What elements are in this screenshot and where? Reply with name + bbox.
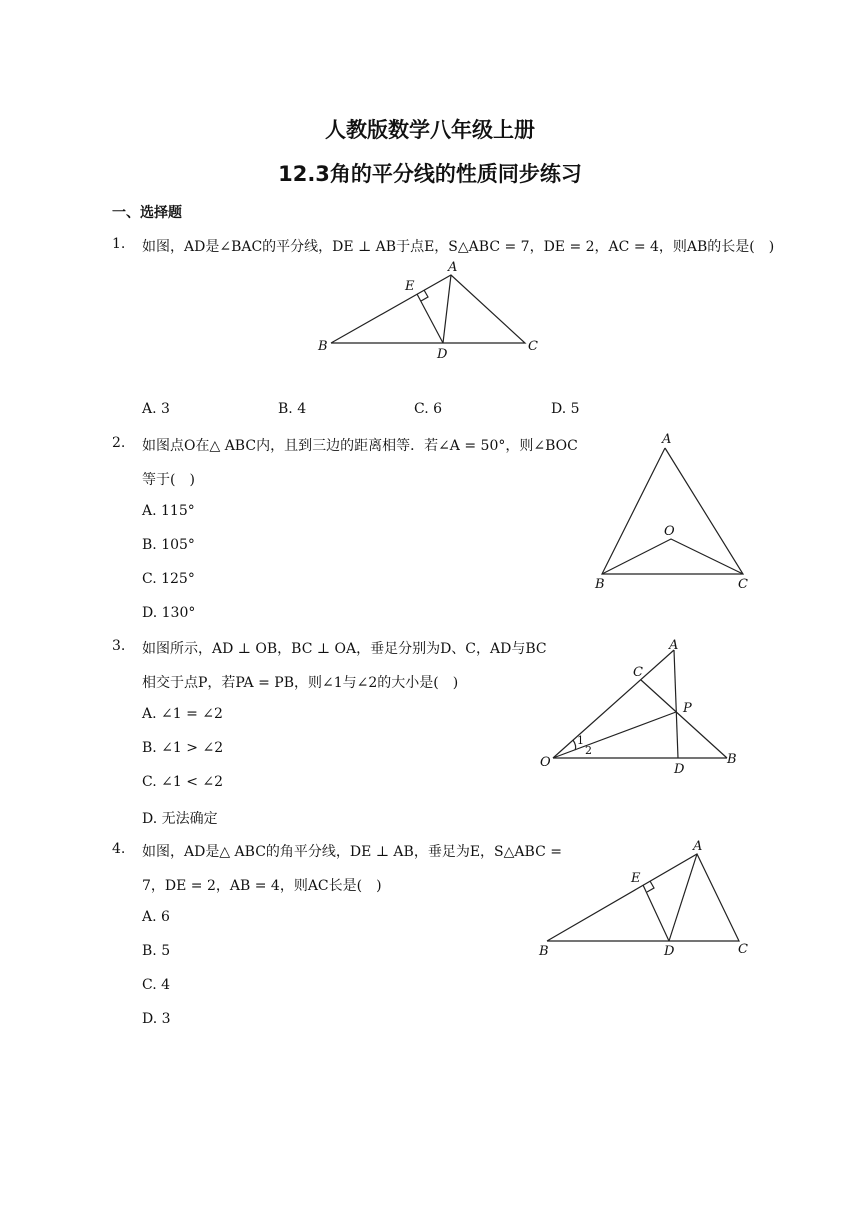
option-c[interactable]: C. 125°	[142, 571, 195, 587]
option-c[interactable]: C. 4	[142, 977, 171, 993]
option-d[interactable]: D. 3	[142, 1011, 171, 1027]
label-angle-1: 1	[577, 734, 584, 747]
question-text-line-1: 如图点O在△ ABC内，且到三边的距离相等．若∠A = 50°，则∠BOC	[142, 438, 578, 454]
option-d[interactable]: D. 5	[551, 401, 580, 417]
option-a[interactable]: A. 3	[142, 401, 170, 417]
segment-ad	[674, 650, 678, 758]
option-a[interactable]: A. ∠1 = ∠2	[142, 706, 223, 722]
label-d: D	[664, 944, 675, 959]
figure-triangle-abc-q4	[535, 835, 760, 965]
question-text-line-1: 如图，AD是△ ABC的角平分线，DE ⊥ AB，垂足为E，S△ABC =	[142, 844, 562, 860]
label-e: E	[405, 279, 415, 294]
question-text-line-2: 相交于点P，若PA = PB，则∠1与∠2的大小是( )	[142, 675, 459, 691]
label-a: A	[662, 432, 672, 447]
question-number: 1.	[112, 236, 126, 252]
label-b: B	[318, 339, 328, 354]
figure-triangle-abc-q2	[585, 428, 765, 598]
question-text: 如图，AD是∠BAC的平分线，DE ⊥ AB于点E，S△ABC = 7，DE = 2，AC = 4，则AB的长是( )	[142, 239, 775, 255]
label-a: A	[448, 260, 458, 275]
question-text-line-1: 如图所示，AD ⊥ OB，BC ⊥ OA，垂足分别为D、C，AD与BC	[142, 641, 547, 657]
question-text-line-2: 等于( )	[142, 472, 195, 488]
option-b[interactable]: B. 4	[278, 401, 307, 417]
segment-op	[553, 712, 676, 758]
option-d[interactable]: D. 无法确定	[142, 811, 218, 827]
figure-triangle-abc-q1	[310, 256, 550, 364]
option-c[interactable]: C. 6	[414, 401, 443, 417]
question-text-line-2: 7，DE = 2，AB = 4，则AC长是( )	[142, 878, 382, 894]
option-c[interactable]: C. ∠1 < ∠2	[142, 774, 224, 790]
label-a: A	[693, 839, 703, 854]
ray-oa	[553, 650, 674, 758]
angle-arc	[573, 740, 576, 750]
perpendicular-de	[417, 294, 443, 343]
bisector-ad	[443, 275, 451, 343]
label-b: B	[539, 944, 549, 959]
option-a[interactable]: A. 115°	[142, 503, 195, 519]
segment-bc	[641, 680, 727, 758]
section-heading: 一、选择题	[112, 205, 182, 221]
label-c: C	[528, 339, 538, 354]
triangle-outline	[547, 854, 739, 941]
figure-angle-aob-q3	[535, 632, 755, 777]
segments-bo-oc	[602, 539, 743, 574]
document-title: 人教版数学八年级上册	[325, 118, 535, 142]
question-number: 4.	[112, 841, 126, 857]
label-b: B	[595, 577, 605, 592]
option-b[interactable]: B. ∠1 > ∠2	[142, 740, 224, 756]
label-c: C	[738, 577, 748, 592]
label-c: C	[738, 942, 748, 957]
triangle-outline	[331, 275, 525, 343]
option-d[interactable]: D. 130°	[142, 605, 196, 621]
question-number: 2.	[112, 435, 126, 451]
option-a[interactable]: A. 6	[142, 909, 170, 925]
option-b[interactable]: B. 5	[142, 943, 171, 959]
label-o: O	[540, 755, 551, 770]
label-b: B	[727, 752, 737, 767]
label-c: C	[633, 665, 643, 680]
label-d: D	[437, 347, 448, 362]
label-d: D	[674, 762, 685, 777]
label-p: P	[683, 701, 692, 716]
triangle-outline	[602, 448, 743, 574]
perpendicular-de	[643, 885, 669, 941]
label-a: A	[669, 638, 679, 653]
document-subtitle: 12.3角的平分线的性质同步练习	[278, 162, 582, 186]
question-number: 3.	[112, 638, 126, 654]
bisector-ad	[669, 854, 697, 941]
label-e: E	[631, 871, 641, 886]
label-angle-2: 2	[585, 744, 592, 757]
option-b[interactable]: B. 105°	[142, 537, 195, 553]
label-o: O	[664, 524, 675, 539]
